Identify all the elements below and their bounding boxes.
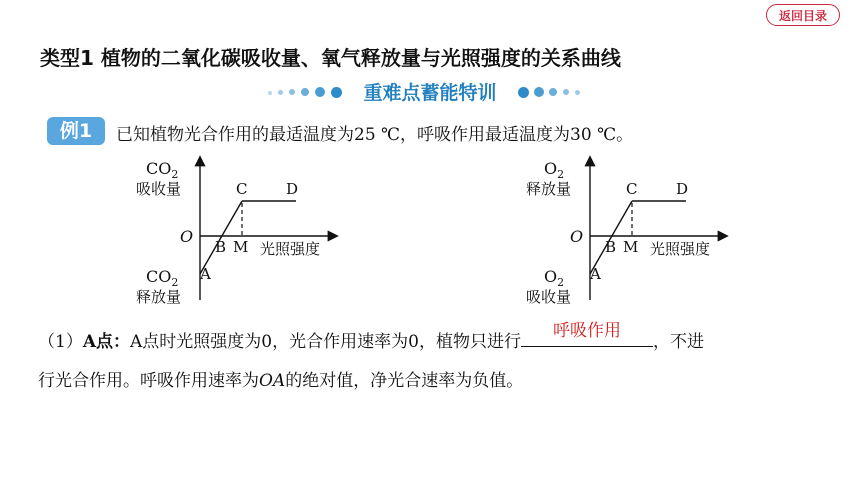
decor-dot-icon [549, 88, 557, 96]
decor-dot-icon [331, 87, 342, 98]
y-top-label: $O_2$ [544, 159, 565, 181]
y-top-label-2: 释放量 [526, 180, 572, 198]
decor-dot-icon [315, 87, 325, 97]
origin-label: O [180, 227, 194, 246]
y-top-label: $CO_2$ [146, 159, 179, 181]
page-heading: 类型1 植物的二氧化碳吸收量、氧气释放量与光照强度的关系曲线 [40, 46, 621, 70]
question-line-2 [38, 366, 523, 391]
decor-dot-icon [268, 91, 272, 95]
decor-dot-icon [289, 89, 295, 95]
point-m-label: M [623, 238, 639, 256]
answer-text: 呼吸作用 [552, 321, 621, 341]
decor-dot-icon [518, 87, 529, 98]
question-prefix: （1） [38, 332, 83, 352]
decor-dot-icon [278, 90, 283, 95]
decor-dot-icon [563, 89, 569, 95]
section-banner [268, 80, 588, 106]
point-c-label: C [236, 180, 248, 198]
point-b-label: B [605, 238, 617, 256]
point-b-label: B [215, 238, 227, 256]
graph-co2 [120, 150, 420, 315]
question-line2-a: 行光合作用。呼吸作用速率为 [38, 371, 259, 391]
question-line2-b: 的绝对值，净光合速率为负值。 [285, 371, 524, 391]
graph-co2-svg [120, 150, 420, 315]
question-text-after: ，不进 [652, 332, 704, 352]
question-variable: OA [259, 371, 286, 391]
graph-o2 [510, 150, 810, 315]
question-line-1 [38, 321, 704, 352]
point-c-label: C [626, 180, 638, 198]
decor-dot-icon [575, 90, 580, 95]
origin-label: O [570, 227, 584, 246]
point-d-label: D [676, 180, 689, 198]
example-intro: 已知植物光合作用的最适温度为25 ℃，呼吸作用最适温度为30 ℃。 [116, 125, 634, 145]
point-a-label: A [590, 265, 601, 283]
y-bottom-label: $CO_2$ [146, 267, 179, 289]
question-text: A点时光照强度为0，光合作用速率为0，植物只进行 [130, 332, 521, 352]
point-d-label: D [286, 180, 299, 198]
question-label: A点： [82, 332, 131, 352]
graph-o2-svg [510, 150, 810, 315]
section-title: 重难点蓄能特训 [363, 82, 497, 104]
point-m-label: M [233, 238, 249, 256]
x-axis-label: 光照强度 [260, 240, 321, 258]
back-to-contents-button[interactable]: 返回目录 [766, 4, 840, 26]
decor-dot-icon [534, 87, 544, 97]
y-top-label-2: 吸收量 [136, 180, 182, 198]
y-bottom-label: $O_2$ [544, 267, 565, 289]
y-bottom-label-2: 释放量 [136, 288, 182, 306]
decor-dot-icon [301, 88, 309, 96]
example-badge: 例1 [47, 117, 105, 145]
point-a-label: A [200, 265, 211, 283]
y-bottom-label-2: 吸收量 [526, 288, 572, 306]
answer-blank [521, 321, 653, 347]
x-axis-label: 光照强度 [650, 240, 711, 258]
